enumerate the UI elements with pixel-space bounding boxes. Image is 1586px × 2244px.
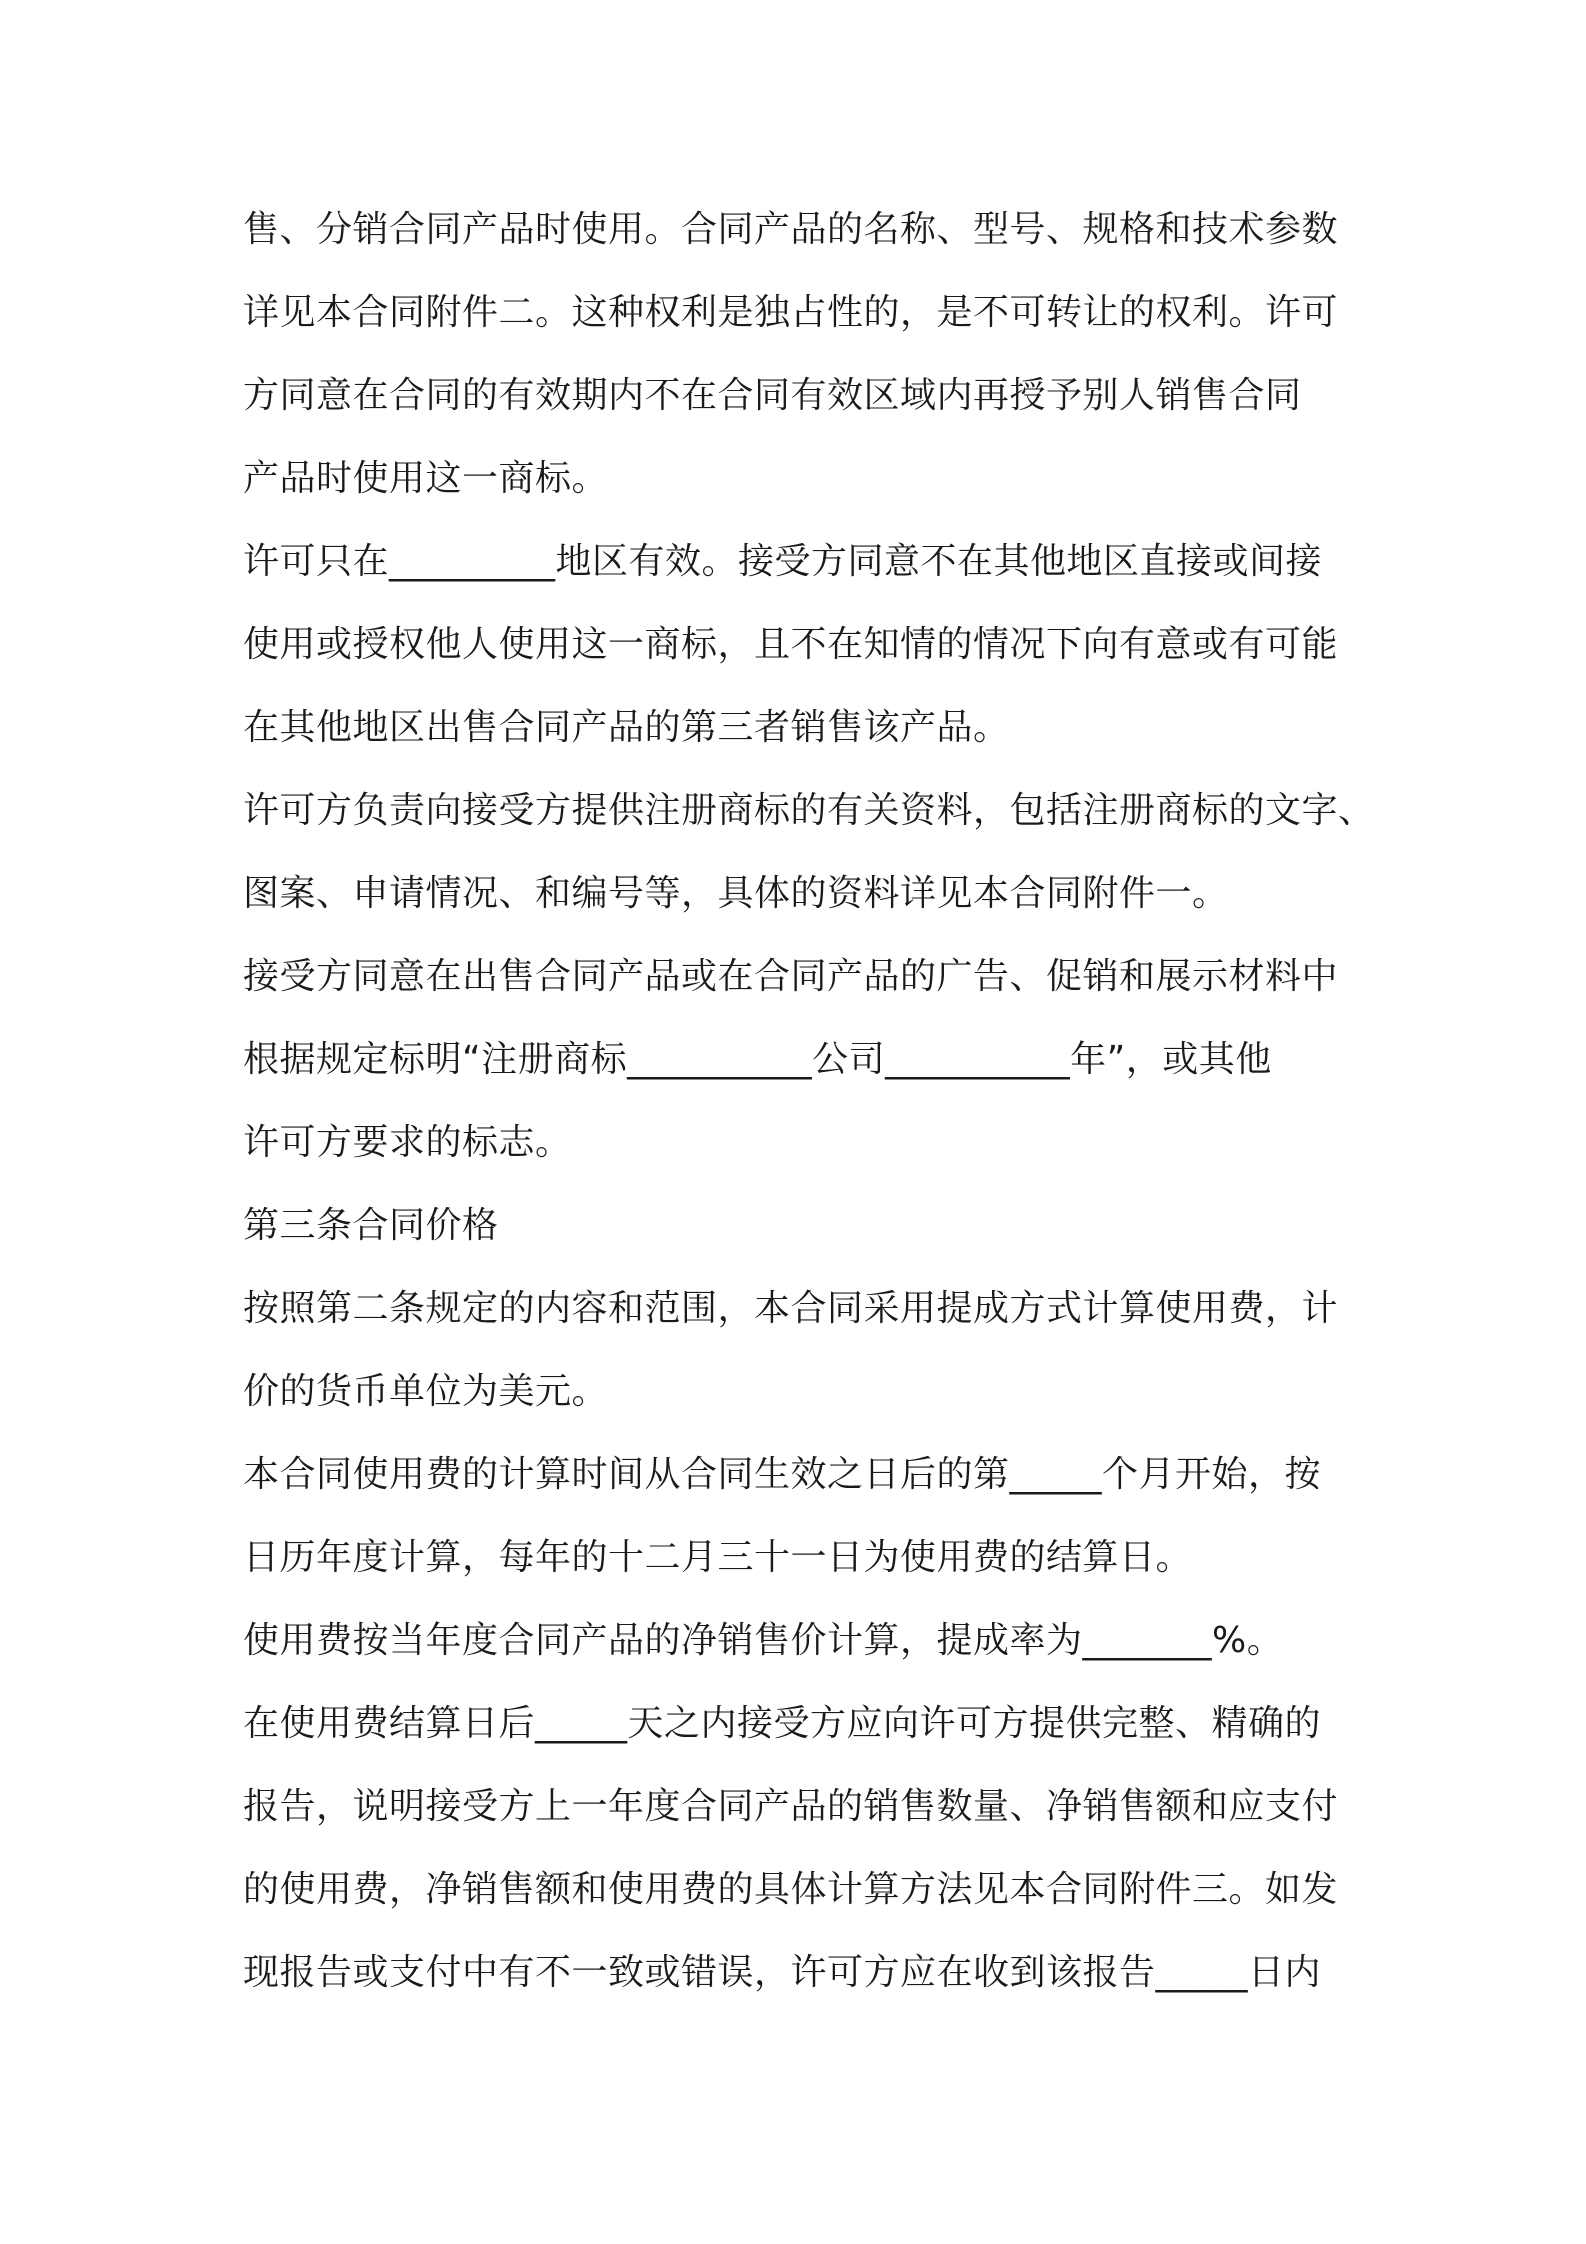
text-line: 的使用费，净销售额和使用费的具体计算方法见本合同附件三。如发: [243, 1869, 1339, 1910]
text-line: 现报告或支付中有不一致或错误，许可方应在收到该报告_____日内: [243, 1952, 1322, 1993]
text-line: 许可方要求的标志。: [243, 1122, 572, 1163]
text-line: 图案、申请情况、和编号等，具体的资料详见本合同附件一。: [243, 873, 1229, 914]
section-heading: 第三条合同价格: [243, 1205, 499, 1246]
text-line: 使用费按当年度合同产品的净销售价计算，提成率为_______%。: [243, 1620, 1284, 1661]
text-line: 产品时使用这一商标。: [243, 458, 609, 499]
text-line: 在使用费结算日后_____天之内接受方应向许可方提供完整、精确的: [243, 1703, 1322, 1744]
text-line: 本合同使用费的计算时间从合同生效之日后的第_____个月开始，按: [243, 1454, 1322, 1495]
text-line: 详见本合同附件二。这种权利是独占性的，是不可转让的权利。许可: [243, 292, 1339, 333]
text-line: 使用或授权他人使用这一商标，且不在知情的情况下向有意或有可能: [243, 624, 1339, 665]
text-line: 许可方负责向接受方提供注册商标的有关资料，包括注册商标的文字、: [243, 790, 1375, 831]
text-line: 根据规定标明“注册商标__________公司__________年”，或其他: [243, 1039, 1272, 1080]
text-line: 许可只在_________地区有效。接受方同意不在其他地区直接或间接: [243, 541, 1323, 582]
text-line: 价的货币单位为美元。: [243, 1371, 609, 1412]
text-line: 售、分销合同产品时使用。合同产品的名称、型号、规格和技术参数: [243, 209, 1339, 250]
text-line: 按照第二条规定的内容和范围，本合同采用提成方式计算使用费，计: [243, 1288, 1339, 1329]
text-line: 报告，说明接受方上一年度合同产品的销售数量、净销售额和应支付: [243, 1786, 1339, 1827]
text-line: 在其他地区出售合同产品的第三者销售该产品。: [243, 707, 1010, 748]
text-line: 方同意在合同的有效期内不在合同有效区域内再授予别人销售合同: [243, 375, 1302, 416]
text-line: 日历年度计算，每年的十二月三十一日为使用费的结算日。: [243, 1537, 1193, 1578]
text-line: 接受方同意在出售合同产品或在合同产品的广告、促销和展示材料中: [243, 956, 1339, 997]
